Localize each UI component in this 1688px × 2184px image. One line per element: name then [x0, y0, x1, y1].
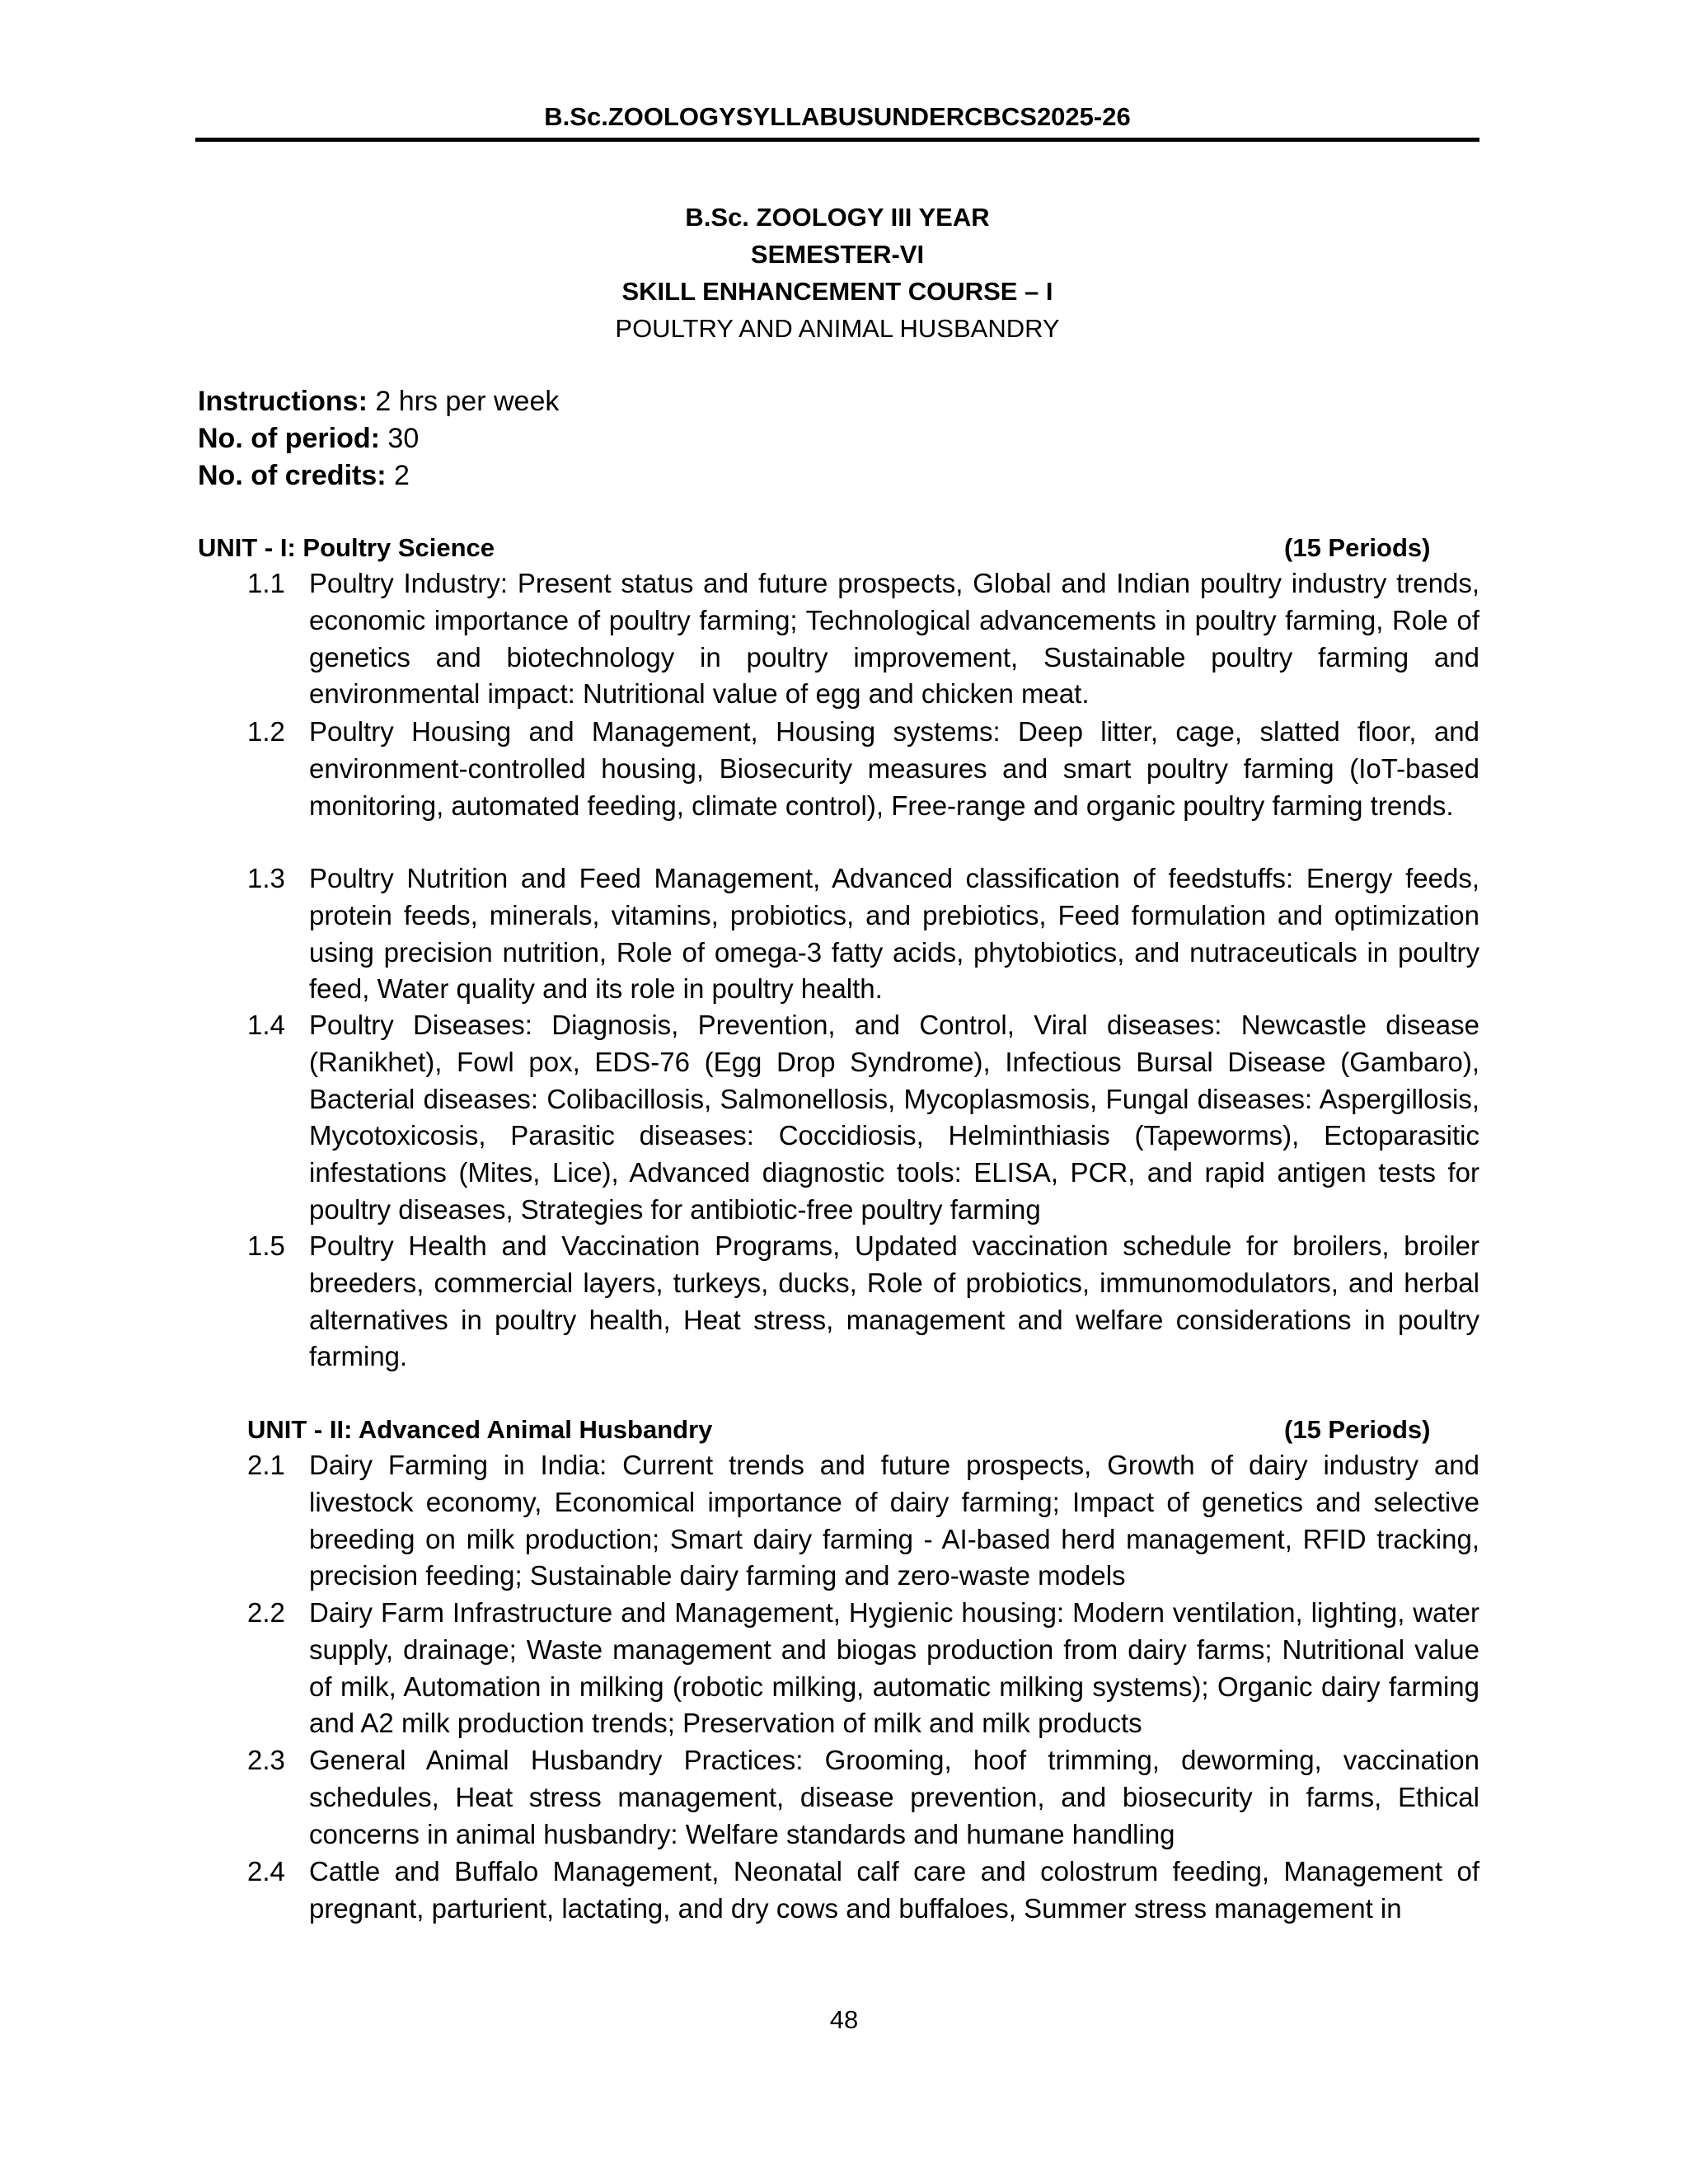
course-title-block	[195, 199, 1479, 347]
page-number: 48	[829, 2005, 859, 2034]
item-number: 1.1	[247, 568, 285, 598]
periods-line	[198, 420, 559, 457]
item-number: 2.1	[247, 1450, 285, 1480]
course-meta	[198, 383, 559, 494]
running-header: B.Sc.ZOOLOGYSYLLABUSUNDERCBCS2025-26	[544, 102, 1131, 131]
syllabus-item	[247, 1742, 1479, 1853]
syllabus-item	[247, 860, 1479, 1008]
credits-line	[198, 457, 559, 494]
item-text: Poultry Nutrition and Feed Management, Advanced classification of feedstuffs: Energy feeds, protein feeds, minerals, vitamins, probiotics, and prebiotics, Feed formulation and optimization using precision nutrition, Role of omega-3 fatty acids, phytobiotics, and nutraceuticals in poultry feed, Water quality and its role in poultry health.	[309, 863, 1479, 1005]
course-type-title: SKILL ENHANCEMENT COURSE – I	[621, 277, 1053, 306]
credits-label: No. of credits:	[198, 460, 387, 491]
item-text: Poultry Housing and Management, Housing systems: Deep litter, cage, slatted floor, and environment-controlled housing, Biosecurity measures and smart poultry farming (IoT-based monitoring, automated feeding, climate control), Free-range and organic poultry farming trends.	[309, 716, 1479, 821]
unit-1-heading: UNIT - I: Poultry Science	[198, 533, 495, 562]
item-text: Poultry Health and Vaccination Programs, Updated vaccination schedule for broilers, broiler breeders, commercial layers, turkeys, ducks, Role of probiotics, immunomodulators, and herbal alternatives in poultry health, Heat stress, management and welfare considerations in poultry farming.	[309, 1230, 1479, 1372]
item-text: Poultry Industry: Present status and future prospects, Global and Indian poultry industry trends, economic importance of poultry farming; Technological advancements in poultry farming, Role of genetics and biotechnology in poultry improvement, Sustainable poultry farming and environmental impact: Nutritional value of egg and chicken meat.	[309, 568, 1479, 710]
item-number: 1.5	[247, 1230, 285, 1261]
item-number: 1.4	[247, 1010, 285, 1040]
syllabus-item	[247, 1228, 1479, 1376]
item-number: 1.3	[247, 863, 285, 893]
syllabus-item	[247, 1854, 1479, 1928]
item-text: Poultry Diseases: Diagnosis, Prevention, and Control, Viral diseases: Newcastle disease (Ranikhet), Fowl pox, EDS-76 (Egg Drop Syndrome), Infectious Bursal Disease (Gambaro), Bacterial diseases: Colibacillosis, Salmonellosis, Mycoplasmosis, Fungal diseases: Aspergillosis, Mycotoxicosis, Parasitic diseases: Coccidiosis, Helminthiasis (Tapeworms), Ectoparasitic infestations (Mites, Lice), Advanced diagnostic tools: ELISA, PCR, and rapid antigen tests for poultry diseases, Strategies for antibiotic-free poultry farming	[309, 1010, 1479, 1225]
item-number: 2.2	[247, 1597, 285, 1628]
syllabus-item	[247, 1595, 1479, 1742]
unit-1-periods: (15 Periods)	[1284, 533, 1431, 562]
credits-value: 2	[394, 460, 410, 491]
item-number: 2.4	[247, 1856, 285, 1886]
item-text: Dairy Farming in India: Current trends and future prospects, Growth of dairy industry and livestock economy, Economical importance of dairy farming; Impact of genetics and selective breeding on milk production; Smart dairy farming - AI-based herd management, RFID tracking, precision feeding; Sustainable dairy farming and zero-waste models	[309, 1450, 1479, 1591]
header-rule	[195, 138, 1479, 142]
item-text: Cattle and Buffalo Management, Neonatal calf care and colostrum feeding, Management of pregnant, parturient, lactating, and dry cows and buffaloes, Summer stress management in	[309, 1856, 1479, 1924]
syllabus-item	[247, 565, 1479, 713]
item-text: General Animal Husbandry Practices: Grooming, hoof trimming, deworming, vaccination schedules, Heat stress management, disease prevention, and biosecurity in farms, Ethical concerns in animal husbandry: Welfare standards and humane handling	[309, 1745, 1479, 1849]
syllabus-item	[247, 1007, 1479, 1229]
semester-title: SEMESTER-VI	[750, 240, 925, 269]
course-year-title: B.Sc. ZOOLOGY III YEAR	[685, 203, 990, 232]
course-name-title: POULTRY AND ANIMAL HUSBANDRY	[615, 314, 1060, 343]
periods-label: No. of period:	[198, 423, 380, 454]
unit-2-periods: (15 Periods)	[1284, 1415, 1431, 1444]
unit-2-heading: UNIT - II: Advanced Animal Husbandry	[247, 1415, 713, 1444]
instructions-line	[198, 383, 559, 420]
syllabus-item	[247, 1447, 1479, 1595]
instructions-value: 2 hrs per week	[375, 386, 560, 417]
item-number: 2.3	[247, 1745, 285, 1775]
item-number: 1.2	[247, 716, 285, 747]
periods-value: 30	[387, 423, 420, 454]
syllabus-item	[247, 714, 1479, 824]
instructions-label: Instructions:	[198, 386, 368, 417]
item-text: Dairy Farm Infrastructure and Management, Hygienic housing: Modern ventilation, lighting, water supply, drainage; Waste management and biogas production from dairy farms; Nutritional value of milk, Automation in milking (robotic milking, automatic milking systems); Organic dairy farming and A2 milk production trends; Preservation of milk and milk products	[309, 1597, 1479, 1739]
